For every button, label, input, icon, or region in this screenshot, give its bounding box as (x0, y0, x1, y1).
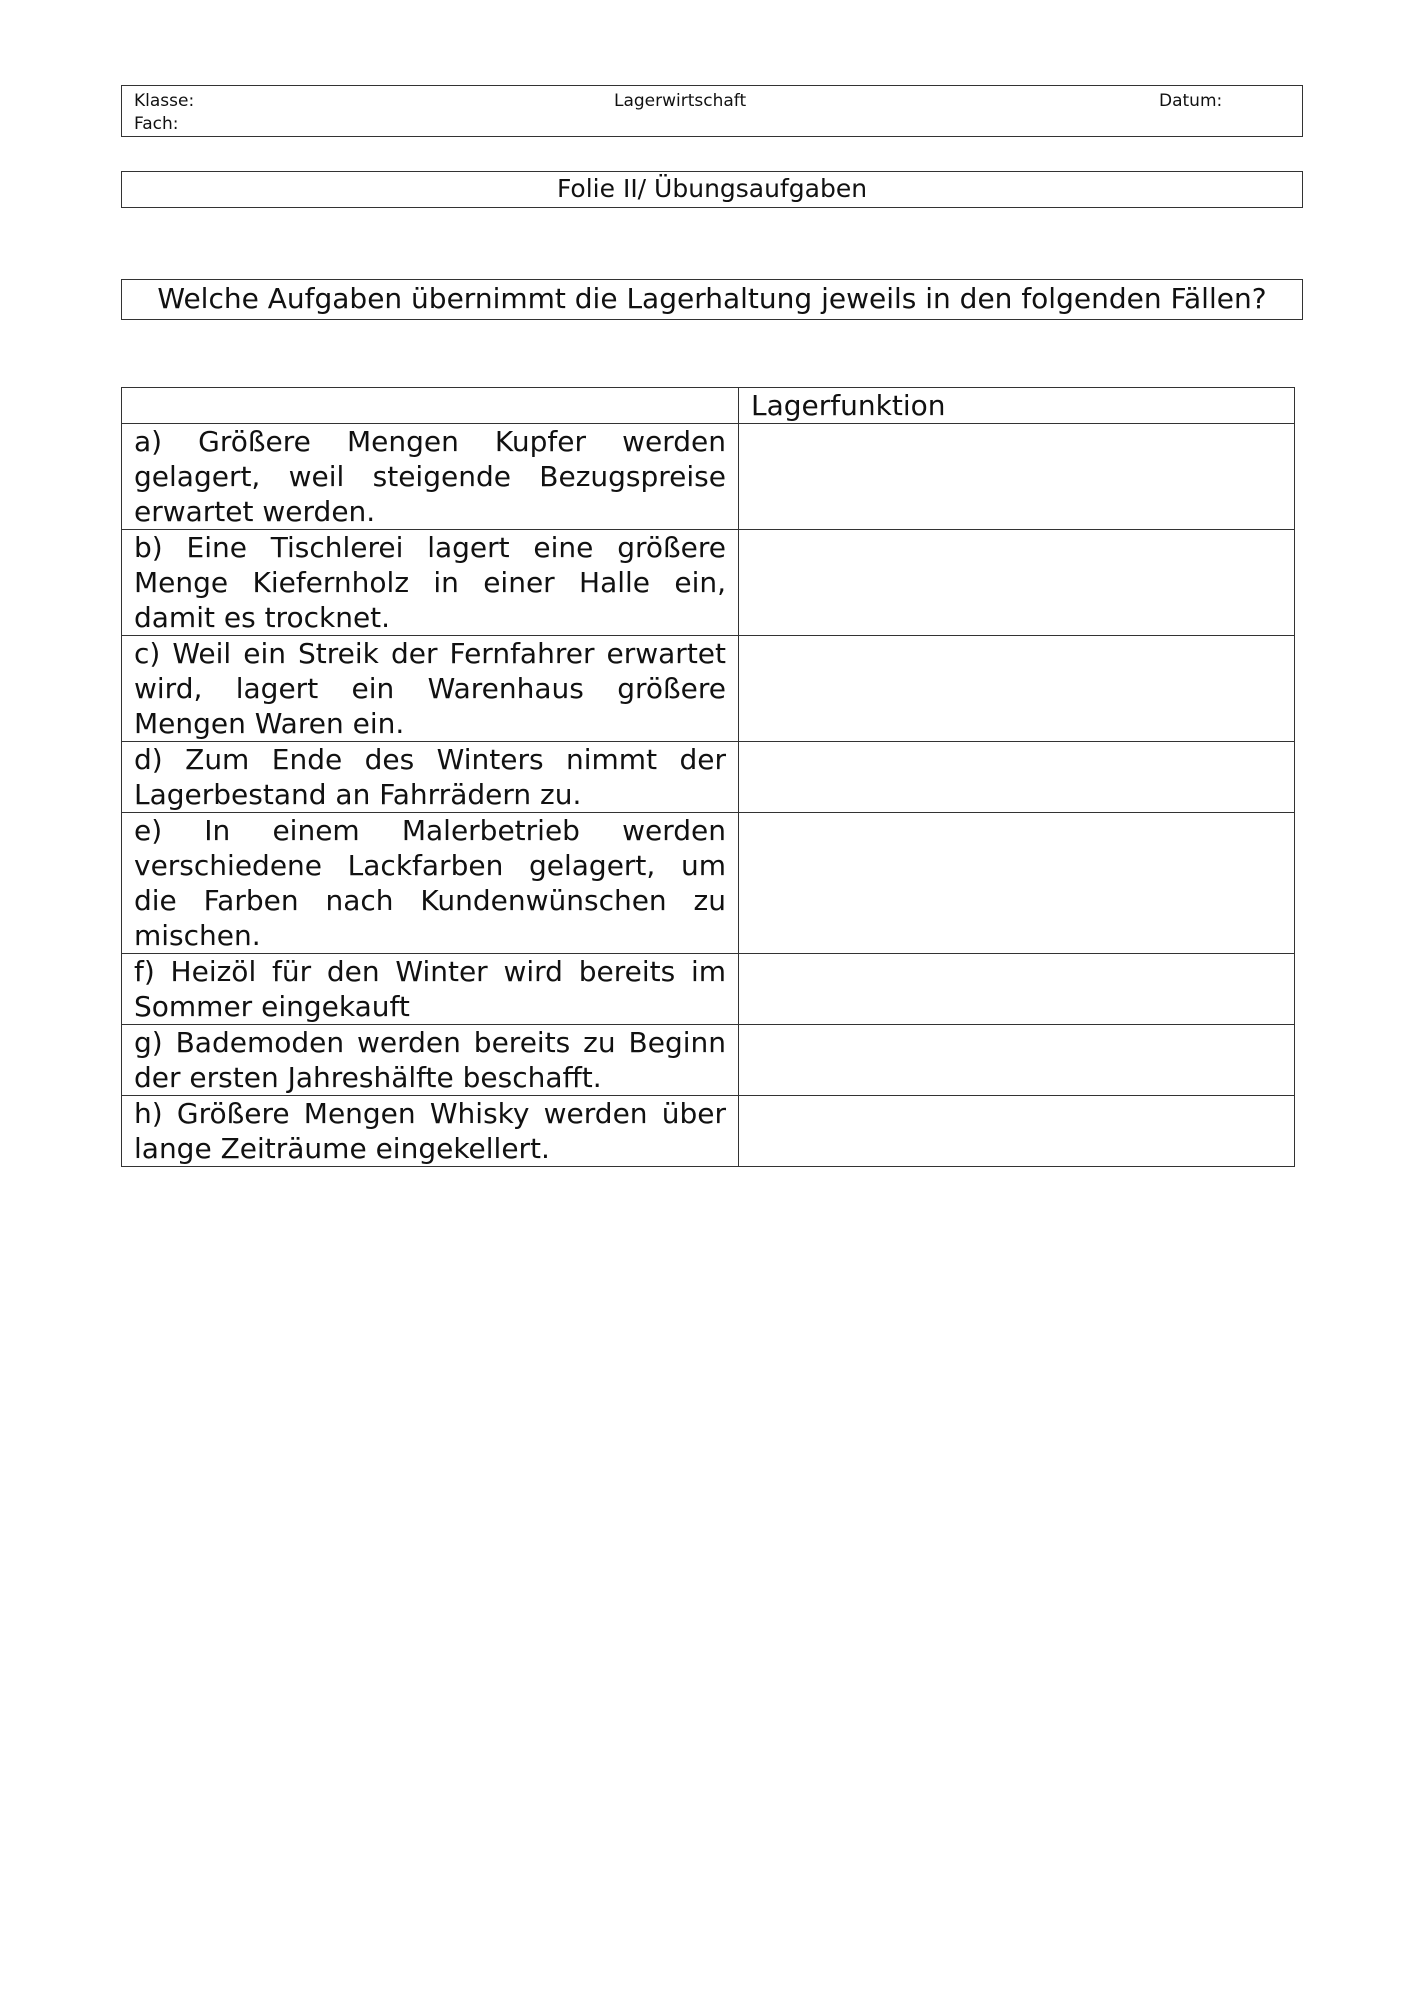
task-table (121, 387, 1295, 1167)
table-header-row (122, 388, 1295, 424)
answer-cell[interactable] (739, 530, 1295, 636)
table-row (122, 530, 1295, 636)
klasse-label: Klasse: (134, 91, 195, 111)
header-case-cell (122, 388, 739, 424)
case-text: f) Heizöl für den Winter wird bereits im Sommer eingekauft (122, 954, 739, 1025)
subject-label: Lagerwirtschaft (614, 91, 747, 111)
question-prompt: Welche Aufgaben übernimmt die Lagerhaltung jeweils in den folgenden Fällen? (121, 279, 1303, 320)
case-text: h) Größere Mengen Whisky werden über lange Zeiträume eingekellert. (122, 1096, 739, 1167)
header-lagerfunktion: Lagerfunktion (739, 388, 1295, 424)
table-row (122, 1096, 1295, 1167)
answer-cell[interactable] (739, 742, 1295, 813)
answer-cell[interactable] (739, 424, 1295, 530)
case-text: e) In einem Malerbetrieb werden verschiedene Lackfarben gelagert, um die Farben nach Kundenwünschen zu mischen. (122, 813, 739, 954)
answer-cell[interactable] (739, 813, 1295, 954)
table-row (122, 636, 1295, 742)
case-text: d) Zum Ende des Winters nimmt der Lagerbestand an Fahrrädern zu. (122, 742, 739, 813)
case-text: g) Bademoden werden bereits zu Beginn der ersten Jahreshälfte beschafft. (122, 1025, 739, 1096)
case-text: a) Größere Mengen Kupfer werden gelagert, weil steigende Bezugspreise erwartet werden. (122, 424, 739, 530)
case-text: b) Eine Tischlerei lagert eine größere Menge Kiefernholz in einer Halle ein, damit es trocknet. (122, 530, 739, 636)
table-row (122, 1025, 1295, 1096)
table-row (122, 424, 1295, 530)
datum-label: Datum: (1159, 91, 1223, 111)
header-box (121, 85, 1303, 137)
answer-cell[interactable] (739, 636, 1295, 742)
table-row (122, 954, 1295, 1025)
worksheet-title: Folie II/ Übungsaufgaben (121, 171, 1303, 208)
answer-cell[interactable] (739, 954, 1295, 1025)
case-text: c) Weil ein Streik der Fernfahrer erwartet wird, lagert ein Warenhaus größere Mengen Waren ein. (122, 636, 739, 742)
answer-cell[interactable] (739, 1096, 1295, 1167)
fach-label: Fach: (134, 114, 179, 134)
table-row (122, 813, 1295, 954)
answer-cell[interactable] (739, 1025, 1295, 1096)
table-row (122, 742, 1295, 813)
